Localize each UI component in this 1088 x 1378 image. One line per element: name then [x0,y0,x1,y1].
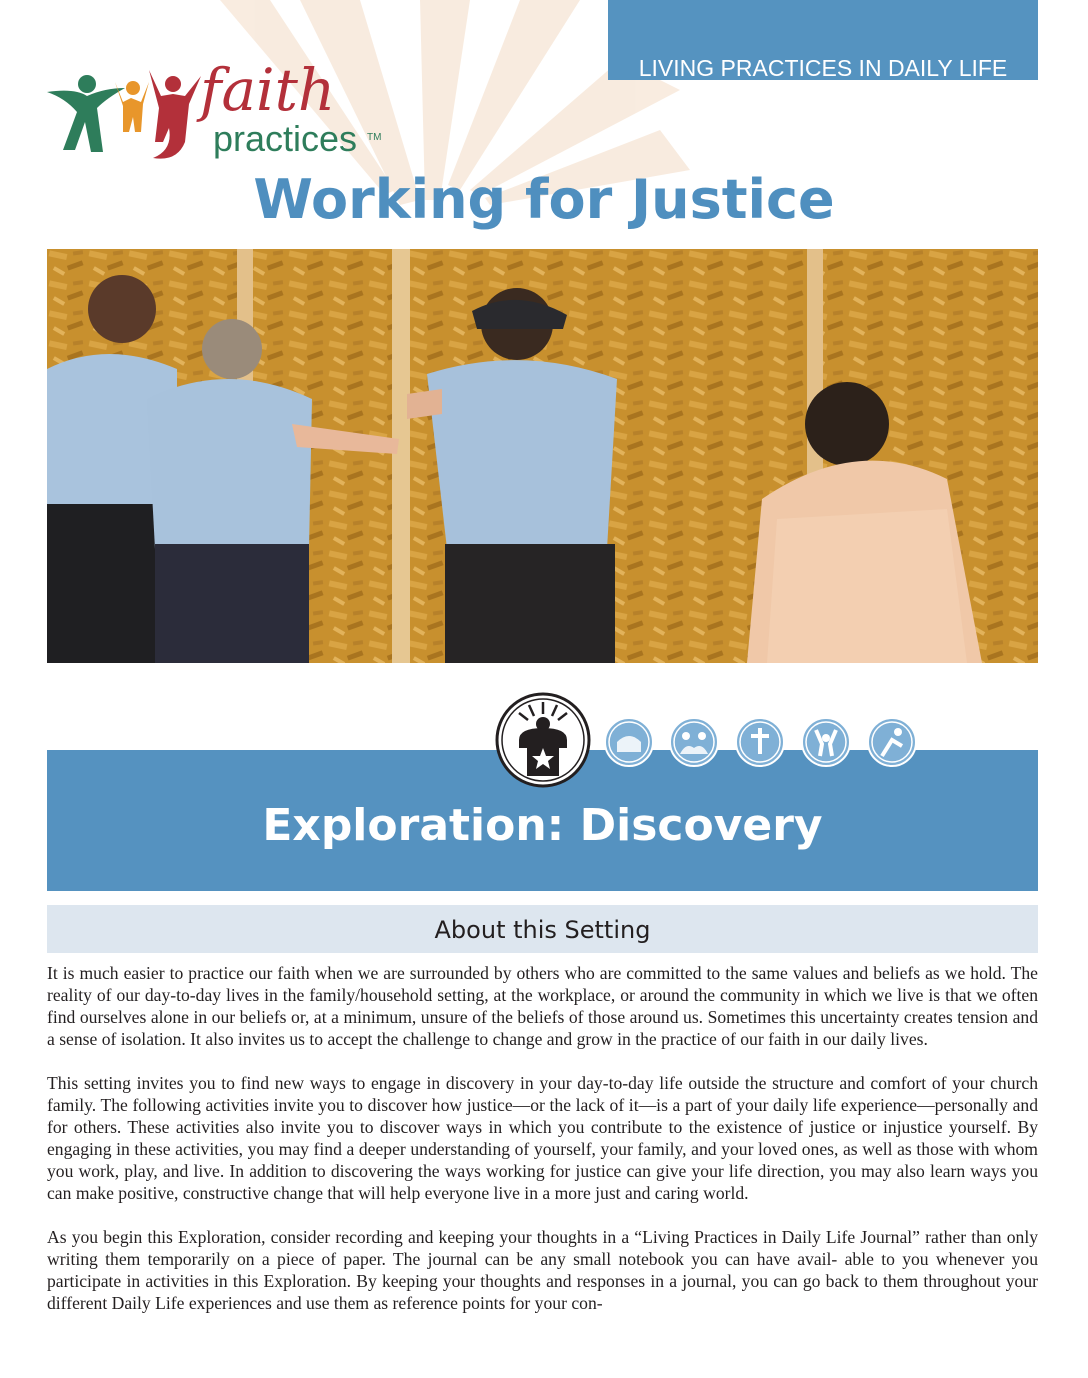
growth-icon [866,716,918,768]
about-paragraph: As you begin this Exploration, consider recording and keeping your thoughts in a “Living Practices in Daily Life Journal” rather than only writing them temporarily on a piece of paper. The journal can be any small notebook you can have avail- able to you whenever you participate in activities in this Exploration. By keeping your thoughts and responses in a journal, you can go back to them throughout your different Daily Life experiences and use them as reference points for your con- [47,1227,1038,1313]
community-icon [668,716,720,768]
living-practices-banner [608,0,1038,80]
banner-text: LIVING PRACTICES IN DAILY LIFE [638,55,1008,81]
faith-practices-logo [45,56,385,172]
section-title: Exploration: Discovery [262,800,823,851]
about-paragraph: It is much easier to practice our faith when we are surrounded by others who are committed to the same values and beliefs as we hold. The reality of our day-to-day lives in the family/household setting, at the workplace, or around the community in which we live is that we often find ourselves alone in our beliefs or, at a minimum, unsure of the beliefs of those around us. Sometimes this uncertainty creates tension and a sense of isolation. It also invites us to accept the challenge to change and grow in the practice of our faith in our daily lives. [47,963,1038,1049]
about-setting-heading: About this Setting [47,905,1038,953]
discovery-icon [495,692,591,788]
logo-word-practices: practices [213,118,358,159]
about-setting-body [47,962,1038,1336]
volunteers-building-wall-photo [47,249,1038,663]
service-icon [734,716,786,768]
logo-trademark: TM [367,132,382,143]
page-title: Working for Justice [253,168,835,231]
worship-icon [603,716,655,768]
celebration-icon [800,716,852,768]
logo-word-faith: faith [200,56,336,124]
about-paragraph: This setting invites you to find new ways to engage in discovery in your day-to-day life outside the structure and comfort of your church family. The following activities invite you to discover how justice—or the lack of it—is a part of your daily life experience—personally and for others. These activities also invite you to discover ways in which you contribute to the existence of justice or injustice yourself. By engaging in these activities, you may find a deeper understanding of yourself, your family, and your loved ones, as well as those with whom you work, play, and live. In addition to discovering the ways working for justice can give your life direction, you may also learn ways you can make positive, constructive change that will help everyone live in a more just and caring world. [47,1073,1038,1203]
